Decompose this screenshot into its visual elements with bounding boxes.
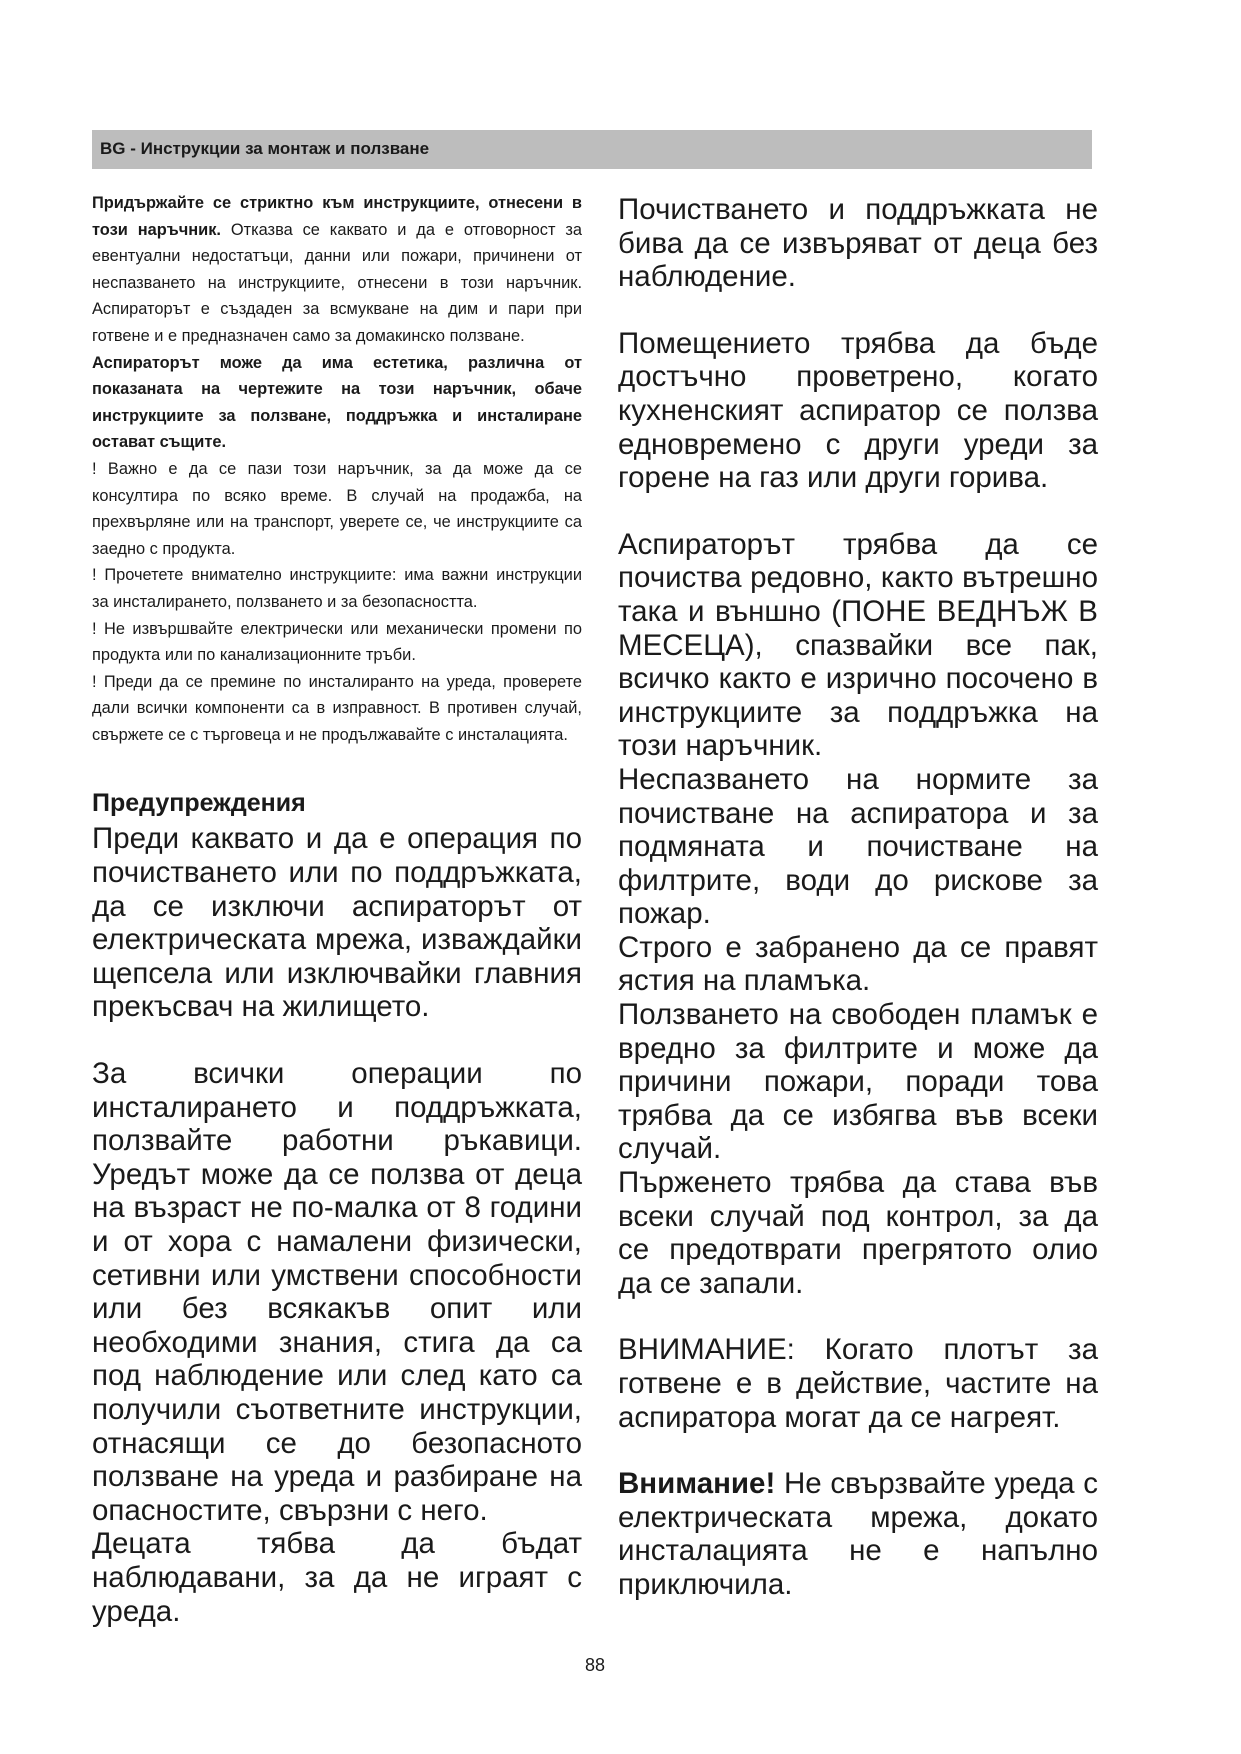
warning-supervise-children: Децата тябва да бъдат наблюдавани, за да не играят с уреда.: [92, 1527, 582, 1628]
intro-bold-text: Придържайте се стриктно към инструкциите, отнесени в този наръчник.: [92, 194, 582, 239]
page-number: 88: [584, 1655, 606, 1675]
intro-paragraph: [92, 190, 582, 350]
paragraph-fire-risk: Неспазването на нормите за почистване на аспиратора и за подмяната и почистване на филтрите, води до рискове за пожар.: [618, 762, 1098, 931]
note-keep-manual: ! Важно е да се пази този наръчник, за да може да се консултира по всяко време. В случай на продажба, на прехвърляне или на транспорт, уверете се, че инструкциите са заедно с продукта.: [92, 459, 582, 558]
left-column: [92, 190, 582, 1628]
paragraph-ventilation: Помещението трябва да бъде достъчно проветрено, когато кухненският аспиратор се ползва едновремено с други уреди за горене на газ или други горива.: [618, 326, 1098, 495]
note-read-instructions: ! Прочетете внимателно инструкциите: има важни инструкции за инсталирането, ползването и за безопасността.: [92, 566, 582, 611]
note-no-modifications: ! Не извършвайте електрически или механически промени по продукта или по канализационните тръби.: [92, 619, 582, 665]
warning-disconnect: Преди каквато и да е операция по почистването или по поддръжката, да се изключи аспираторът от електрическата мрежа, изваждайки щепсела или изключвайки главния прекъсвач на жилището.: [92, 822, 582, 1024]
paragraph-frying: Пърженето трябва да става във всеки случай под контрол, за да се предотврати прегрятото олио да се запали.: [618, 1166, 1098, 1300]
warnings-heading: Предупреждения: [92, 789, 306, 818]
aesthetic-bold-text: Аспираторът може да има естетика, различна от показаната на чертежите на този наръчник, обаче инструкциите за ползване, поддръжка и инсталиране остават същите.: [92, 353, 582, 452]
paragraph-hot-parts: ВНИМАНИЕ: Когато плотът за готвене е в действие, частите на аспиратора могат да се нагреят.: [618, 1333, 1098, 1434]
aesthetic-note: [92, 350, 582, 456]
paragraph-no-flambe: Строго е забранено да се правят ястия на пламъка.: [618, 930, 1098, 998]
paragraph-do-not-connect: [618, 1467, 1098, 1601]
section-header-bar: [92, 130, 1092, 169]
note-check-components: ! Преди да се премине по инсталиранто на уреда, проверете дали всички компоненти са в изправност. В противен случай, свържете се с търговеца и не продължавайте с инсталацията.: [92, 672, 582, 744]
warning-gloves-children: За всички операции по инсталирането и поддръжката, ползвайте работни ръкавици. Уредът може да се ползва от деца на възраст не по-малка от 8 години и от хора с намалени физически, сетивни или умствени способности или без всякакъв опит или необходими знания, стига да са под наблюдение или след като са получили съответните инструкции, отнасящи се до безопасното ползване на уреда и разбиране на опасностите, свързни с него.: [92, 1057, 582, 1527]
do-not-connect-text: Не свързвайте уреда с електрическата мрежа, докато инсталацията не е напълно приключила.: [618, 1467, 1098, 1601]
right-column: [618, 193, 1098, 1602]
intro-text: Отказва се каквато и да е отговорност за евентуални недостатъци, данни или пожари, причинени от неспазването на инструкциите, отнесени в този наръчник. Аспираторът е създаден за всмукване на дим и пари при готвене и е предназначен само за домакинско ползване.: [92, 220, 582, 345]
section-header-title: BG - Инструкции за монтаж и ползване: [100, 139, 430, 158]
paragraph-cleaning-children: Почистването и поддръжката не бива да се извъряват от деца без наблюдение.: [618, 193, 1098, 294]
paragraph-open-flame: Ползването на свободен пламък е вредно за филтрите и може да причини пожари, поради това трябва да се избягва във всеки случай.: [618, 998, 1098, 1166]
paragraph-regular-cleaning: Аспираторът трябва да се почиства редовно, както вътрешно така и външно (ПОНЕ ВЕДНЪЖ В МЕСЕЦА), спазвайки все пак, всичко както е изрично посочено в инструкциите за поддръжка на този наръчник.: [618, 527, 1098, 763]
attention-label: Внимание!: [618, 1467, 776, 1501]
